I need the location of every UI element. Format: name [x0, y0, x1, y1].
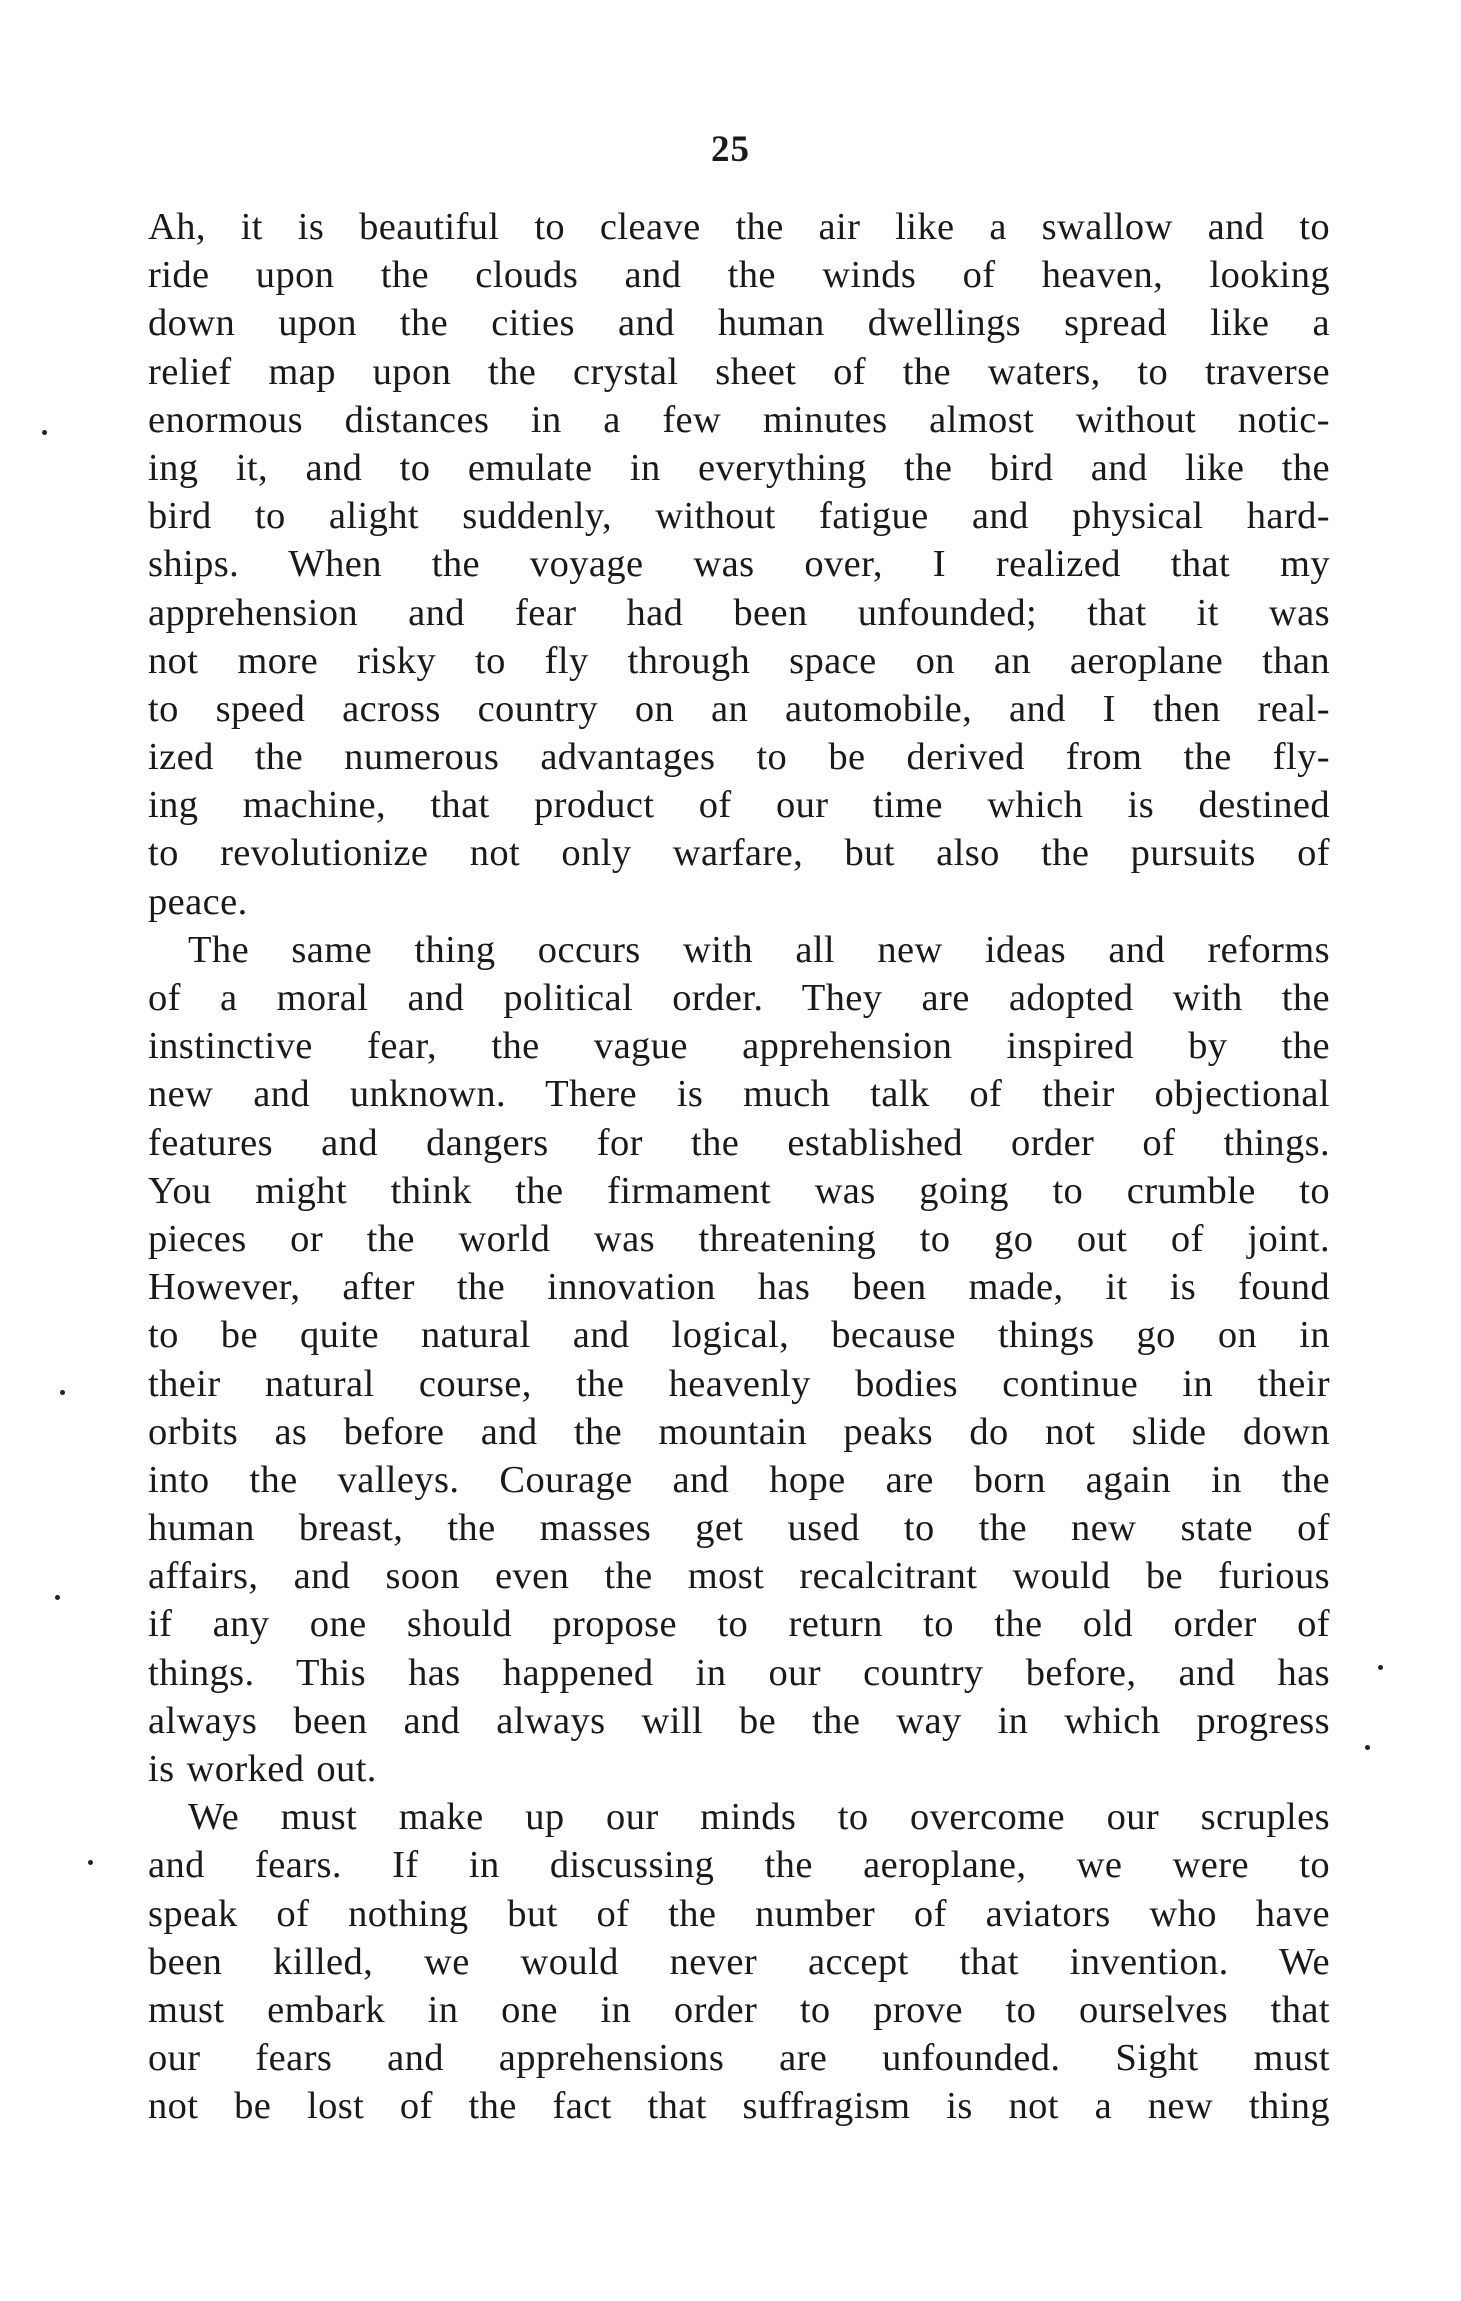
text-line: ride upon the clouds and the winds of heaven, looking [148, 254, 1330, 297]
text-line: ing it, and to emulate in everything the bird and like the [148, 446, 1330, 489]
text-line: instinctive fear, the vague apprehension inspired by the [148, 1025, 1330, 1068]
text-line: not more risky to fly through space on an aeroplane than [148, 639, 1330, 682]
text-line: new and unknown. There is much talk of their objectional [148, 1073, 1330, 1116]
text-line: Ah, it is beautiful to cleave the air like a swallow and to [148, 206, 1330, 248]
text-line: We must make up our minds to overcome our scruples [188, 1796, 1330, 1839]
text-line: is worked out. [148, 1748, 377, 1790]
scan-speck [1365, 1745, 1370, 1750]
text-line: However, after the innovation has been made, it is found [148, 1266, 1330, 1309]
page-number: 25 [711, 129, 750, 170]
text-line: ized the numerous advantages to be derived from the fly- [148, 736, 1330, 779]
text-line: and fears. If in discussing the aeroplane, we were to [148, 1844, 1330, 1887]
text-line: to speed across country on an automobile, and I then real- [148, 687, 1330, 730]
text-line: of a moral and political order. They are adopted with the [148, 977, 1330, 1019]
text-line: The same thing occurs with all new ideas and reforms [188, 928, 1330, 971]
scan-speck [55, 1595, 60, 1600]
text-line: if any one should propose to return to the old order of [148, 1603, 1330, 1646]
text-line: relief map upon the crystal sheet of the waters, to traverse [148, 350, 1330, 393]
text-line: must embark in one in order to prove to ourselves that [148, 1988, 1330, 2031]
text-line: bird to alight suddenly, without fatigue and physical hard- [148, 495, 1330, 538]
scan-speck [42, 430, 47, 435]
text-line: our fears and apprehensions are unfounded. Sight must [148, 2037, 1330, 2080]
text-line: to revolutionize not only warfare, but also the pursuits of [148, 832, 1330, 875]
text-line: ing machine, that product of our time which is destined [148, 784, 1330, 827]
text-line: peace. [148, 880, 248, 923]
text-line: speak of nothing but of the number of aviators who have [148, 1892, 1330, 1935]
text-line: been killed, we would never accept that invention. We [148, 1940, 1330, 1983]
text-line: apprehension and fear had been unfounded; that it was [148, 591, 1330, 634]
text-line: their natural course, the heavenly bodies continue in their [148, 1362, 1330, 1405]
scan-speck [88, 1860, 93, 1865]
paragraph-1 [148, 203, 1330, 926]
text-line: into the valleys. Courage and hope are born again in the [148, 1458, 1330, 1501]
text-line: You might think the firmament was going to crumble to [148, 1169, 1330, 1212]
text-line: features and dangers for the established order of things. [148, 1121, 1330, 1164]
paragraph-2 [148, 926, 1330, 1793]
text-line: to be quite natural and logical, because things go on in [148, 1314, 1330, 1357]
text-line: always been and always will be the way in which progress [148, 1699, 1330, 1742]
text-line: not be lost of the fact that suffragism is not a new thing [148, 2085, 1330, 2128]
text-line: pieces or the world was threatening to go out of joint. [148, 1217, 1330, 1260]
body-text [148, 203, 1330, 2131]
scan-speck [1378, 1665, 1383, 1670]
text-line: human breast, the masses get used to the new state of [148, 1507, 1330, 1550]
paragraph-3 [148, 1793, 1330, 2130]
text-line: enormous distances in a few minutes almost without notic- [148, 398, 1330, 441]
text-line: orbits as before and the mountain peaks do not slide down [148, 1410, 1330, 1453]
text-line: things. This has happened in our country before, and has [148, 1651, 1330, 1694]
text-line: ships. When the voyage was over, I realized that my [148, 543, 1330, 586]
text-line: affairs, and soon even the most recalcitrant would be furious [148, 1555, 1330, 1598]
text-line: down upon the cities and human dwellings spread like a [148, 302, 1330, 345]
scan-speck [60, 1390, 65, 1395]
